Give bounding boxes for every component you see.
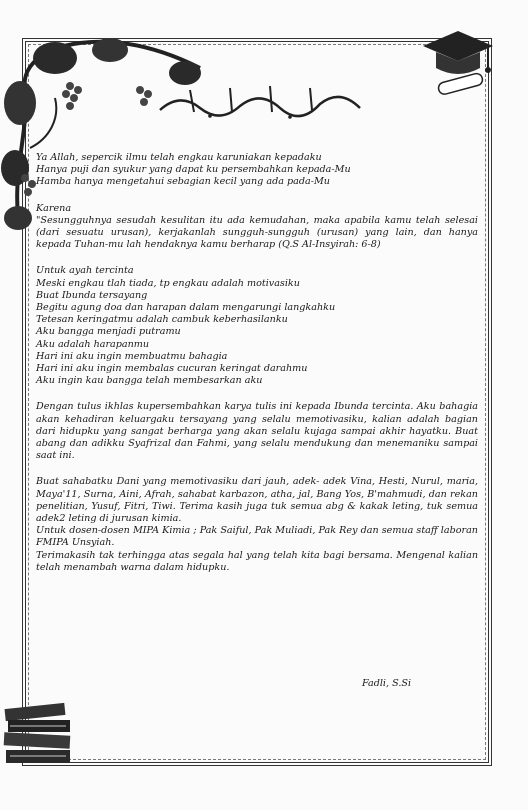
- signature: Fadli, S.Si: [362, 678, 412, 689]
- poem-line: Hari ini aku ingin membuatmu bahagia: [36, 350, 228, 362]
- opening-line: Hamba hanya mengetahui sebagian kecil yang ada pada-Mu: [36, 176, 330, 188]
- quran-quote: "Sesungguhnya sesudah kesulitan itu ada kemudahan, maka apabila kamu telah selesai (dari sesuatu urusan), kerjakanlah sungguh-sungguh (urusan) yang lain, dan hanya kepada Tuhan-mu lah hendaknya kamu berharap (Q.S Al-Insyirah: 6-8): [36, 214, 478, 251]
- thanks-paragraph: Terimakasih tak terhingga atas segala hal yang telah kita bagi bersama. Mengenal kalian telah menambah warna dalam hidupku.: [36, 549, 478, 573]
- opening-line: Ya Allah, sepercik ilmu telah engkau karuniakan kepadaku: [36, 152, 322, 163]
- books-stack-icon: [0, 698, 80, 768]
- opening-line: Hanya puji dan syukur yang dapat ku persembahkan kepada-Mu: [36, 164, 351, 176]
- poem-line: Untuk ayah tercinta: [36, 265, 134, 277]
- lecturers-paragraph: Untuk dosen-dosen MIPA Kimia ; Pak Saiful, Pak Muliadi, Pak Rey dan semua staff laboran FMIPA Unsyiah.: [36, 525, 478, 549]
- karena-heading: Karena: [36, 202, 72, 214]
- poem-line: Hari ini aku ingin membalas cucuran keringat darahmu: [36, 363, 308, 375]
- dedication-content: [36, 152, 478, 588]
- family-dedication: Dengan tulus ikhlas kupersembahkan karya tulis ini kepada Ibunda tercinta. Aku bahagia akan kehadiran keluargaku tersayang yang selalu memotivasiku, kalian adalah bagian dari hidupku yang sangat berharga yang akan selalu kujaga sampai akhir hayatku. Buat abang dan adikku Syafrizal dan Fahmi, yang selalu mendukung dan menemaniku sampai saat ini.: [36, 401, 478, 462]
- poem-line: Begitu agung doa dan harapan dalam mengarungi langkahku: [36, 302, 336, 314]
- graduation-cap-icon: [418, 26, 498, 96]
- poem-line: Aku ingin kau bangga telah membesarkan aku: [36, 375, 263, 387]
- karena-section: [36, 203, 478, 252]
- poem-line: Tetesan keringatmu adalah cambuk keberhasilanku: [36, 314, 288, 326]
- acknowledgements: [36, 476, 478, 574]
- poem-line: Meski engkau tlah tiada, tp engkau adalah motivasiku: [36, 277, 300, 289]
- poem-line: Aku bangga menjadi putramu: [36, 326, 181, 338]
- friends-paragraph: Buat sahabatku Dani yang memotivasiku dari jauh, adek- adek Vina, Hesti, Nurul, maria, Maya'11, Surna, Aini, Afrah, sahabat karbazon, atha, jal, Bang Yos, B'mahmudi, dan rekan penelitian, Yusuf, Fitri, Tiwi. Terima kasih juga tuk semua abg & kakak leting, tuk semua adek2 leting di jurusan kimia.: [36, 476, 478, 525]
- poem-line: Buat Ibunda tersayang: [36, 289, 148, 301]
- opening-prayer: [36, 152, 478, 189]
- poem-line: Aku adalah harapanmu: [36, 338, 150, 350]
- basmala-calligraphy: [150, 82, 370, 122]
- parents-poem: [36, 265, 478, 387]
